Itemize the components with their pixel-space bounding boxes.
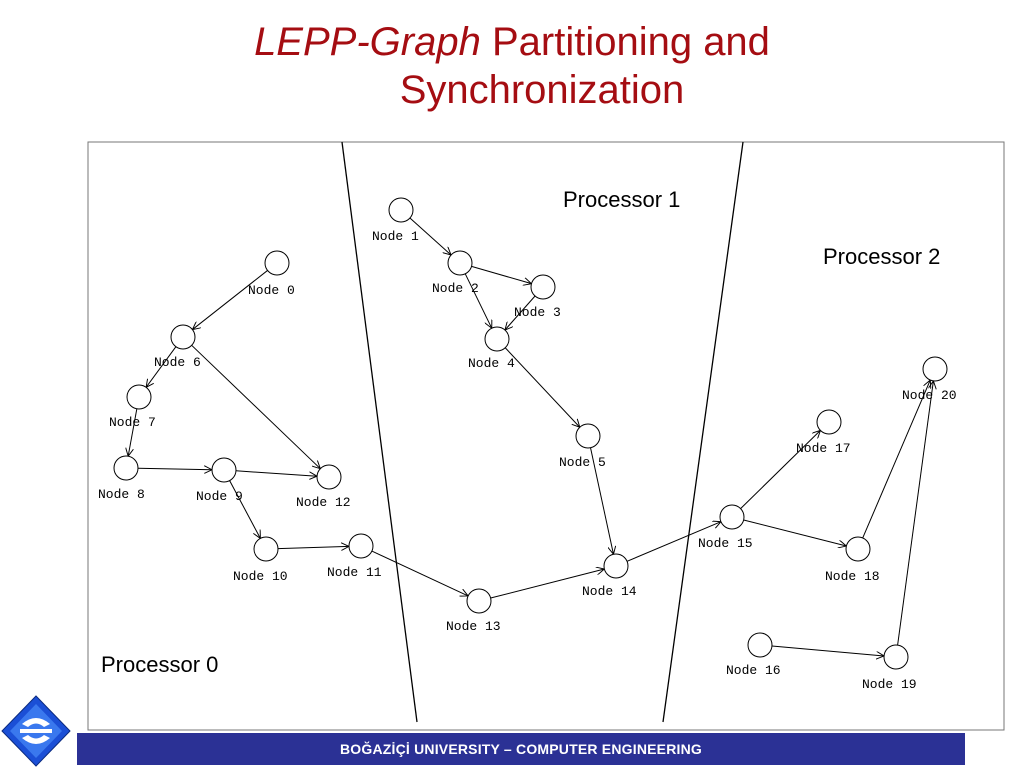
node-circle-n12: [317, 465, 341, 489]
node-circle-n9: [212, 458, 236, 482]
node-circle-n0: [265, 251, 289, 275]
title-rest: Partitioning and: [480, 20, 770, 64]
node-label-n20: Node 20: [902, 388, 957, 403]
processor-label-p0: Processor 0: [101, 652, 219, 677]
node-label-n17: Node 17: [796, 441, 851, 456]
node-circle-n5: [576, 424, 600, 448]
node-circle-n7: [127, 385, 151, 409]
node-circle-n16: [748, 633, 772, 657]
node-label-n1: Node 1: [372, 229, 419, 244]
title-italic: LEPP-Graph: [254, 20, 481, 64]
node-label-n18: Node 18: [825, 569, 880, 584]
university-logo: [0, 694, 72, 768]
node-circle-n8: [114, 456, 138, 480]
node-label-n19: Node 19: [862, 677, 917, 692]
node-label-n16: Node 16: [726, 663, 781, 678]
footer-bar: [77, 733, 965, 765]
node-circle-n15: [720, 505, 744, 529]
node-circle-n20: [923, 357, 947, 381]
node-circle-n19: [884, 645, 908, 669]
node-circle-n17: [817, 410, 841, 434]
node-label-n9: Node 9: [196, 489, 243, 504]
node-label-n7: Node 7: [109, 415, 156, 430]
node-label-n5: Node 5: [559, 455, 606, 470]
node-label-n2: Node 2: [432, 281, 479, 296]
node-circle-n10: [254, 537, 278, 561]
node-label-n3: Node 3: [514, 305, 561, 320]
node-label-n14: Node 14: [582, 584, 637, 599]
node-label-n12: Node 12: [296, 495, 351, 510]
diagram-frame: [88, 142, 1004, 730]
node-label-n11: Node 11: [327, 565, 382, 580]
node-circle-n11: [349, 534, 373, 558]
node-label-n4: Node 4: [468, 356, 515, 371]
node-circle-n6: [171, 325, 195, 349]
processor-label-p2: Processor 2: [823, 244, 941, 269]
node-label-n8: Node 8: [98, 487, 145, 502]
title-line2: Synchronization: [399, 68, 685, 112]
node-label-n10: Node 10: [233, 569, 288, 584]
processor-label-p1: Processor 1: [563, 187, 681, 212]
node-circle-n1: [389, 198, 413, 222]
node-circle-n14: [604, 554, 628, 578]
node-label-n15: Node 15: [698, 536, 753, 551]
node-circle-n4: [485, 327, 509, 351]
node-label-n6: Node 6: [154, 355, 201, 370]
node-circle-n3: [531, 275, 555, 299]
node-circle-n13: [467, 589, 491, 613]
footer-text: BOĞAZİÇİ UNIVERSITY – COMPUTER ENGINEERING: [339, 741, 703, 757]
node-circle-n2: [448, 251, 472, 275]
node-label-n13: Node 13: [446, 619, 501, 634]
node-circle-n18: [846, 537, 870, 561]
node-label-n0: Node 0: [248, 283, 295, 298]
